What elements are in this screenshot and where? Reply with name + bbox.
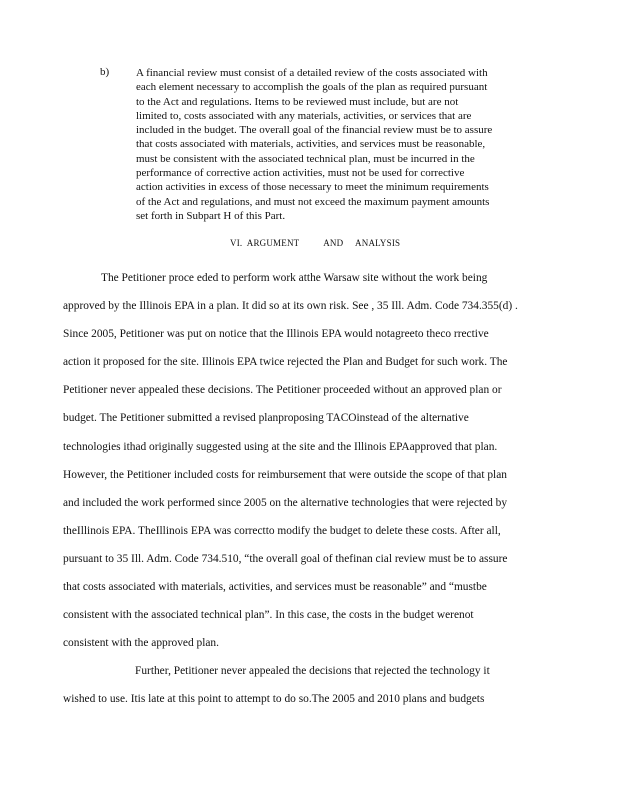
paragraph-line: pursuant to 35 Ill. Adm. Code 734.510, “the overall goal of thefinan cial review must be to assure bbox=[63, 552, 508, 565]
quote-line: to the Act and regulations. Items to be reviewed must include, but are not bbox=[136, 95, 459, 108]
paragraph-line: The Petitioner proce eded to perform work atthe Warsaw site without the work being bbox=[101, 272, 488, 284]
paragraph-line: consistent with the associated technical plan”. In this case, the costs in the budget werenot bbox=[63, 609, 474, 622]
quote-line: limited to, costs associated with any materials, activities, or services that are bbox=[136, 109, 472, 122]
paragraph-line: approved by the Illinois EPA in a plan. It did so at its own risk. See , 35 Ill. Adm. Code 734.355(d) . bbox=[63, 300, 518, 313]
paragraph-line: Petitioner never appealed these decisions. The Petitioner proceeded without an approved plan or bbox=[63, 384, 502, 397]
paragraph-line: theIllinois EPA. TheIllinois EPA was correctto modify the budget to delete these costs. After all, bbox=[63, 524, 501, 537]
quote-line: each element necessary to accomplish the goals of the plan as required pursuant bbox=[136, 81, 488, 94]
quote-line: that costs associated with materials, activities, and services must be reasonable, bbox=[136, 138, 486, 151]
list-label: b) bbox=[100, 66, 110, 78]
quote-line: A financial review must consist of a detailed review of the costs associated with bbox=[136, 67, 488, 79]
paragraph-line: Since 2005, Petitioner was put on notice that the Illinois EPA would notagreeto theco rrective bbox=[63, 328, 489, 341]
paragraph-line: and included the work performed since 2005 on the alternative technologies that were rejected by bbox=[63, 496, 508, 509]
paragraph-line: technologies ithad originally suggested using at the site and the Illinois EPAapproved that plan. bbox=[63, 440, 498, 453]
section-heading: VI. ARGUMENT AND ANALYSIS bbox=[230, 238, 401, 248]
body-text bbox=[63, 264, 563, 714]
paragraph-line: wished to use. Itis late at this point to attempt to do so.The 2005 and 2010 plans and budgets bbox=[63, 693, 485, 706]
quote-line: must be consistent with the associated technical plan, must be incurred in the bbox=[136, 152, 475, 165]
paragraph-line: Further, Petitioner never appealed the decisions that rejected the technology it bbox=[135, 665, 490, 678]
paragraph-line: that costs associated with materials, activities, and services must be reasonable” and “mustbe bbox=[63, 581, 487, 594]
quote-text bbox=[136, 66, 556, 223]
paragraph-line: However, the Petitioner included costs for reimbursement that were outside the scope of that plan bbox=[63, 468, 507, 481]
quote-line: of the Act and regulations, and must not exceed the maximum payment amounts bbox=[136, 195, 490, 208]
quote-line: set forth in Subpart H of this Part. bbox=[136, 209, 286, 222]
paragraph-line: action it proposed for the site. Illinois EPA twice rejected the Plan and Budget for such work. The bbox=[63, 356, 508, 369]
quote-line: action activities in excess of those necessary to meet the minimum requirements bbox=[136, 181, 489, 194]
paragraph-line: consistent with the approved plan. bbox=[63, 637, 219, 650]
quote-line: included in the budget. The overall goal of the financial review must be to assure bbox=[136, 124, 493, 137]
quote-line: performance of corrective action activities, must not be used for corrective bbox=[136, 167, 465, 180]
paragraph-line: budget. The Petitioner submitted a revised planproposing TACOinstead of the alternative bbox=[63, 412, 469, 425]
